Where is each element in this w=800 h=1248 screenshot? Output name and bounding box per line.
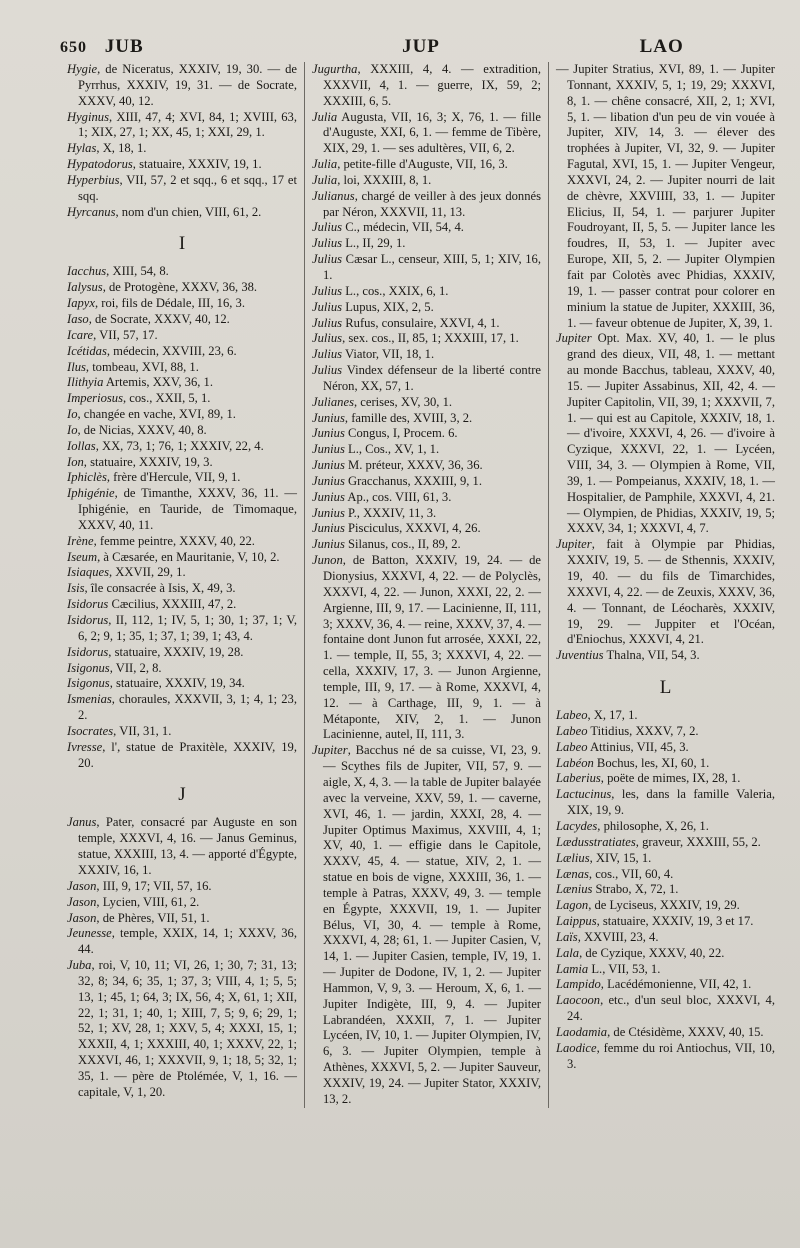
entry-references: Gracchanus, XXXIII, 9, 1. bbox=[344, 473, 482, 488]
entry-references: , roi, fils de Dédale, III, 16, 3. bbox=[94, 296, 245, 311]
entry-headword: Lala bbox=[556, 945, 580, 960]
entry-references: , de Protogène, XXXV, 36, 38. bbox=[102, 280, 258, 295]
index-entry bbox=[67, 110, 297, 142]
entry-references: C., médecin, VII, 54, 4. bbox=[342, 220, 464, 235]
entry-references: Strabo, X, 72, 1. bbox=[592, 882, 679, 897]
entry-headword: Julius bbox=[312, 283, 343, 298]
entry-references: , choraules, XXXVII, 3, 1; 4, 1; 23, 2. bbox=[78, 692, 297, 723]
index-entry bbox=[312, 490, 541, 506]
entry-headword: Iphigénie bbox=[67, 486, 115, 501]
entry-headword: Junius bbox=[312, 410, 345, 425]
index-entry bbox=[312, 363, 541, 395]
header-left-keyword: JUB bbox=[104, 36, 144, 57]
entry-references: Viator, VII, 18, 1. bbox=[342, 347, 435, 362]
entry-headword: Isis bbox=[67, 581, 85, 596]
entry-references: Attinius, VII, 45, 3. bbox=[587, 739, 689, 754]
entry-references: , de Cyzique, XXXV, 40, 22. bbox=[579, 945, 725, 960]
entry-headword: Julius bbox=[312, 252, 343, 267]
index-entry bbox=[312, 236, 541, 252]
entry-references: , sex. cos., II, 85, 1; XXXIII, 17, 1. bbox=[342, 331, 519, 346]
index-entry bbox=[556, 867, 775, 883]
entry-references: , tombeau, XVI, 88, 1. bbox=[85, 359, 199, 374]
entry-headword: Lagon bbox=[556, 898, 589, 913]
index-entry bbox=[67, 173, 297, 205]
index-entry bbox=[67, 565, 297, 581]
entry-references: , de Batton, XXXIV, 19, 24. — de Dionysius, XXXVI, 4, 22. — de Polyclès, XXXVI, 4, 22. — Junon, XXXI, 22, 2. — Argienne, III, 9, 17. — Lacinienne, II, 111, 3; XXXV, 36, 4. — reine, XXXV, 37, 4. — fontaine dont Junon fut arrosée, XXXI, 22, 1. — temple, II, 55, 3; XXXVI, 4, 22. — cella, XXXIV, 17, 3. — Junon Argienne, temple, III, 9, 17. — à Rome, XXXVI, 4, 12. — à Carthage, III, 9, 1. — à Métaponte, XIV, 2, 1. — Junon Lacinienne, autel, II, 111, 3. bbox=[323, 553, 541, 742]
entry-references: — Jupiter Stratius, XVI, 89, 1. — Jupiter Tonnant, XXXIV, 5, 1; 19, 29; XXXVI, 8, 1. — chêne consacré, XII, 2, 1; XVI, 5, 1. — libation d'un peu de vin vouée à Jupiter, XIV, 14, 3. — élever des trophées à Jupiter, VI, 32, 9. — Jupiter Fagutal, XVI, 15, 1. — Jupiter Vengeur, XXXVI, 24, 2. — Jupiter nourri de lait de chèvre, XXVIIII, 33, 1. — Jupiter Elicius, II, 54, 1. — parjurer Jupiter Foudroyant, II, 5, 5. — Jupiter lance les foudres, II, 53, 1. — Jupiter avec Europe, XII, 5, 2. — Jupiter Olympien fait par Colotès avec Phidias, XXXIV, 19, 1. — passer contrat pour colorer en minium la statue de Jupiter, XXXIII, 36, 1. — faveur obtenue de Jupiter, X, 39, 1. bbox=[556, 62, 775, 330]
index-entry bbox=[67, 280, 297, 296]
entry-headword: Lædusstratiates bbox=[556, 834, 636, 849]
entry-headword: Jupiter bbox=[312, 743, 348, 758]
entry-references: Artemis, XXV, 36, 1. bbox=[103, 375, 213, 390]
index-entry bbox=[556, 819, 775, 835]
entry-references: , Bacchus né de sa cuisse, VI, 23, 9. — Scythes fils de Jupiter, VII, 57, 9. — aigle, X, 4, 3. — la table de Jupiter balayée avec la verveine, XXV, 59, 1. — caverne, XVI, 46, 1. — jardin, XXXI, 28, 4. — Jupiter Optimus Maximus, XXVIII, 4, 1; XV, 40, 1. — effigie dans le Capitole, XXXV, 45, 4. — statue, XIV, 2, 1. — statue en bois de vigne, XXXIII, 36, 1. — temple à Patras, XXXV, 49, 3. — temple en Égypte, XXXVII, 19, 1. — Jupiter Bélus, VI, 30, 4. — temple à Rome, XXXVI, 4, 28; 61, 1. — Jupiter Casien, V, 14, 1. — Jupiter Casien, temple, IV, 19, 1. — Jupiter de Dodone, IV, 1, 2. — Jupiter Hammon, V, 9, 3. — Heroum, X, 6, 1. — Jupiter Indigète, III, 9, 4. — Jupiter Labrandéen, XXXII, 7, 1. — Jupiter Lycéen, IV, 10, 1. — Jupiter Olympien, IV, 6, 3. — Jupiter Olympien, temple à Athènes, XXXVI, 5, 2. — Jupiter Sauveur, XXXIV, 19, 24. — Jupiter Stator, XXXIV, 13, 2. bbox=[323, 743, 541, 1106]
entry-headword: Julia bbox=[312, 172, 338, 187]
index-entry bbox=[67, 911, 297, 927]
entry-references: , II, 112, 1; IV, 5, 1; 30, 1; 37, 1; V, 6, 2; 9, 1; 35, 1; 37, 1; 39, 1; 43, 4. bbox=[78, 613, 297, 643]
entry-headword: Ismenias bbox=[67, 692, 112, 707]
index-entry bbox=[67, 486, 297, 534]
index-entry bbox=[312, 395, 541, 411]
entry-headword: Jeunesse bbox=[67, 926, 112, 941]
entry-references: , Lacédémonienne, VII, 42, 1. bbox=[600, 977, 752, 992]
entry-references: , statuaire, XXXIV, 19, 3. bbox=[83, 454, 213, 469]
index-entry bbox=[312, 458, 541, 474]
entry-references: , philosophe, X, 26, 1. bbox=[597, 818, 709, 833]
entry-headword: Hyperbius bbox=[67, 172, 120, 187]
entry-references: , VII, 57, 2 et sqq., 6 et sqq., 17 et sqq. bbox=[78, 172, 297, 203]
entry-references: , Lycien, VIII, 61, 2. bbox=[96, 894, 200, 909]
entry-headword: Ialysus bbox=[67, 280, 103, 295]
entry-references: , XIII, 54, 8. bbox=[106, 264, 169, 279]
index-column-2 bbox=[304, 62, 548, 1108]
index-entry bbox=[312, 521, 541, 537]
entry-headword: Juventius bbox=[556, 648, 604, 663]
entry-headword: Isidorus bbox=[67, 597, 109, 612]
index-entry bbox=[312, 173, 541, 189]
entry-references: , de Ctésidème, XXXV, 40, 15. bbox=[607, 1024, 764, 1039]
entry-references: Opt. Max. XV, 40, 1. — le plus grand des dieux, VII, 48, 1. — mettant au monde Bacchus, tableau, XXXV, 40, 15. — Jupiter Assabinus, XII, 42, 4. — Jupiter Capitolin, VII, 39, 1; XXXVII, 7, 1. — qui est au Capitole, XXXIV, 18, 1. — d'ivoire, XXXVI, 4, 26. — d'ivoire à Cyzique, XXXVI, 22, 1. — Lycéen, VIII, 34, 3. — Olympien à Rome, VII, 39, 1. — Pompeianus, XXXIV, 18, 1. — Hospitalier, de Pamphile, XXXVI, 4, 21. — Olympien, de Phidias, XXXIV, 19, 5; XXXV, 34, 1; XXXVI, 4, 7. bbox=[567, 331, 775, 536]
entry-references: Vindex défenseur de la liberté contre Néron, XX, 57, 1. bbox=[323, 363, 541, 393]
entry-references: , de Niceratus, XXXIV, 19, 30. — de Pyrrhus, XXXIV, 19, 31. — de Socrate, XXXV, 40, 12. bbox=[78, 62, 297, 108]
index-entry bbox=[312, 252, 541, 284]
index-entry bbox=[312, 157, 541, 173]
entry-headword: Julianus bbox=[312, 188, 355, 203]
entry-headword: Junius bbox=[312, 458, 345, 473]
header-center-keyword: JUP bbox=[402, 36, 440, 57]
index-entry bbox=[67, 815, 297, 878]
entry-references: Rufus, consulaire, XXVI, 4, 1. bbox=[342, 315, 500, 330]
entry-references: , VII, 2, 8. bbox=[109, 660, 162, 675]
entry-headword: Laberius bbox=[556, 771, 601, 786]
entry-headword: Iseum bbox=[67, 549, 98, 564]
entry-headword: Ion bbox=[67, 454, 84, 469]
entry-headword: Hyrcanus bbox=[67, 204, 116, 219]
index-entry bbox=[312, 284, 541, 300]
index-entry bbox=[67, 344, 297, 360]
entry-references: , nom d'un chien, VIII, 61, 2. bbox=[115, 204, 262, 219]
index-entry bbox=[312, 316, 541, 332]
index-entry bbox=[556, 648, 775, 664]
entry-references: Ap., cos. VIII, 61, 3. bbox=[344, 489, 452, 504]
entry-headword: Julius bbox=[312, 299, 343, 314]
index-entry bbox=[556, 914, 775, 930]
entry-references: Titidius, XXXV, 7, 2. bbox=[587, 723, 699, 738]
entry-references: , famille des, XVIII, 3, 2. bbox=[344, 410, 473, 425]
entry-references: , de Timanthe, XXXV, 36, 11. — Iphigénie, en Tauride, de Timomaque, XXXV, 40, 11. bbox=[78, 486, 297, 532]
entry-headword: Hylas bbox=[67, 141, 97, 156]
entry-headword: Jugurtha bbox=[312, 62, 358, 76]
entry-references: , de Phères, VII, 51, 1. bbox=[96, 910, 210, 925]
entry-references: , de Nicias, XXXV, 40, 8. bbox=[77, 422, 207, 437]
index-entry bbox=[67, 360, 297, 376]
entry-references: Congus, I, Procem. 6. bbox=[344, 426, 458, 441]
index-entry bbox=[556, 787, 775, 819]
entry-headword: Iphiclès bbox=[67, 470, 107, 485]
index-entry bbox=[556, 708, 775, 724]
index-entry bbox=[556, 771, 775, 787]
index-entry bbox=[67, 296, 297, 312]
entry-headword: Laïs bbox=[556, 929, 578, 944]
running-header bbox=[60, 32, 782, 58]
entry-references: , fait à Olympie par Phidias, XXXIV, 19, 5. — de Sthennis, XXXIV, 19, 40. — du fils de Timarchides, XXXVI, 4, 22. — de Zeuxis, XXXV, 36, 4. — Tonnant, de Léocharès, XXXIV, 19, 29. — Juppiter et l'Océan, d'Eniochus, XXXVI, 4, 21. bbox=[567, 537, 775, 647]
entry-headword: Julius bbox=[312, 331, 343, 346]
entry-headword: Julius bbox=[312, 220, 343, 235]
entry-references: , graveur, XXXIII, 55, 2. bbox=[635, 834, 761, 849]
entry-references: , cos., VII, 60, 4. bbox=[588, 866, 674, 881]
index-entry bbox=[67, 581, 297, 597]
entry-references: L., VII, 53, 1. bbox=[588, 961, 661, 976]
index-entry bbox=[556, 851, 775, 867]
index-entry bbox=[67, 391, 297, 407]
entry-headword: Jupiter bbox=[556, 331, 592, 346]
entry-headword: Labeo bbox=[556, 739, 588, 754]
entry-references: Cæsar L., censeur, XIII, 5, 1; XIV, 16, 1. bbox=[323, 252, 541, 282]
entry-headword: Lampido bbox=[556, 977, 601, 992]
entry-headword: Junius bbox=[312, 505, 345, 520]
entry-headword: Lactucinus bbox=[556, 787, 612, 802]
entry-headword: Hygie bbox=[67, 62, 98, 76]
index-entry bbox=[67, 958, 297, 1101]
index-entry bbox=[67, 455, 297, 471]
index-entry bbox=[312, 347, 541, 363]
index-columns bbox=[60, 62, 782, 1108]
entry-headword: Imperiosus bbox=[67, 391, 123, 406]
entry-references: L., II, 29, 1. bbox=[342, 236, 406, 251]
entry-references: , poëte de mimes, IX, 28, 1. bbox=[600, 771, 741, 786]
entry-headword: Junius bbox=[312, 473, 345, 488]
entry-headword: Julianes bbox=[312, 394, 354, 409]
entry-headword: Jason bbox=[67, 910, 97, 925]
index-entry bbox=[312, 474, 541, 490]
index-entry bbox=[67, 470, 297, 486]
index-entry bbox=[556, 62, 775, 331]
index-entry bbox=[556, 930, 775, 946]
index-entry bbox=[312, 411, 541, 427]
index-entry bbox=[67, 613, 297, 645]
section-letter: L bbox=[659, 677, 672, 699]
index-entry bbox=[556, 993, 775, 1025]
entry-headword: Ilus bbox=[67, 359, 86, 374]
index-entry bbox=[312, 220, 541, 236]
index-entry bbox=[67, 439, 297, 455]
index-entry bbox=[67, 141, 297, 157]
entry-references: , de Lyciseus, XXXIV, 19, 29. bbox=[588, 898, 740, 913]
entry-references: P., XXXIV, 11, 3. bbox=[344, 505, 437, 520]
entry-headword: Lacydes bbox=[556, 818, 598, 833]
entry-references: , XIII, 47, 4; XVI, 84, 1; XVIII, 63, 1; XIX, 27, 1; XX, 45, 1; XXI, 29, 1. bbox=[78, 109, 297, 140]
index-entry bbox=[67, 157, 297, 173]
entry-headword: Janus bbox=[67, 815, 97, 830]
index-entry bbox=[67, 661, 297, 677]
index-entry bbox=[556, 898, 775, 914]
index-entry bbox=[67, 423, 297, 439]
section-letter: I bbox=[178, 233, 186, 255]
entry-headword: Julia bbox=[312, 109, 338, 124]
index-entry bbox=[556, 724, 775, 740]
index-entry bbox=[556, 1041, 775, 1073]
entry-headword: Ivresse bbox=[67, 739, 103, 754]
entry-headword: Ilithyia bbox=[67, 375, 104, 390]
entry-references: M. préteur, XXXV, 36, 36. bbox=[344, 458, 483, 473]
entry-headword: Julius bbox=[312, 347, 343, 362]
entry-headword: Junius bbox=[312, 442, 345, 457]
index-entry bbox=[556, 756, 775, 772]
index-entry bbox=[67, 407, 297, 423]
entry-headword: Hyginus bbox=[67, 109, 109, 124]
index-entry bbox=[67, 724, 297, 740]
entry-references: Lupus, XIX, 2, 5. bbox=[342, 299, 434, 314]
entry-references: , XX, 73, 1; 76, 1; XXXIV, 22, 4. bbox=[95, 438, 264, 453]
entry-references: , statuaire, XXXIV, 19, 34. bbox=[109, 676, 245, 691]
entry-references: , X, 18, 1. bbox=[96, 141, 147, 156]
index-entry bbox=[556, 331, 775, 537]
entry-headword: Laippus bbox=[556, 914, 597, 929]
entry-references: , statuaire, XXXIV, 19, 28. bbox=[108, 644, 244, 659]
entry-headword: Junius bbox=[312, 521, 345, 536]
index-entry bbox=[67, 692, 297, 724]
entry-references: , XIV, 15, 1. bbox=[589, 850, 652, 865]
entry-references: , médecin, XXVIII, 23, 6. bbox=[106, 343, 237, 358]
index-entry bbox=[312, 426, 541, 442]
entry-references: , roi, V, 10, 11; VI, 26, 1; 30, 7; 31, 13; 32, 8; 34, 6; 35, 1; 37, 3; VIII, 4, 1; 5, 5; 13, 1; 45, 1; 64, 3; IX, 56, 4; X, 61, 1; XII, 22, 1; 31, 1; 40, 1; XIII, 7, 5; 9, 6; 29, 1; 52, 1; XV, 28, 1; XXV, 5, 4; XXXI, 15, 1; XXXII, 4, 1; XXXIII, 40, 1; XXXV, 22, 1; XXXVI, 46, 1; XXXVII, 9, 1; 18, 5; 32, 1; 35, 1. — père de Ptolémée, V, 1, 16. — capitale, V, 1, 20. bbox=[78, 958, 297, 1099]
entry-references: , temple, XXIX, 14, 1; XXXV, 36, 44. bbox=[78, 926, 297, 957]
entry-headword: Lælius bbox=[556, 850, 590, 865]
entry-references: , changée en vache, XVI, 89, 1. bbox=[77, 407, 236, 422]
entry-headword: Julia bbox=[312, 157, 338, 172]
entry-headword: Junius bbox=[312, 537, 345, 552]
index-entry bbox=[67, 328, 297, 344]
entry-references: , à Cæsarée, en Mauritanie, V, 10, 2. bbox=[97, 549, 280, 564]
index-entry bbox=[556, 977, 775, 993]
entry-references: , frère d'Hercule, VII, 9, 1. bbox=[106, 470, 241, 485]
index-entry bbox=[556, 962, 775, 978]
entry-headword: Lænius bbox=[556, 882, 593, 897]
entry-headword: Isidorus bbox=[67, 613, 109, 627]
index-entry bbox=[556, 1025, 775, 1041]
entry-headword: Icétidas bbox=[67, 343, 107, 358]
entry-headword: Iaso bbox=[67, 311, 89, 326]
entry-headword: Julius bbox=[312, 236, 343, 251]
entry-references: , statuaire, XXXIV, 19, 1. bbox=[132, 157, 262, 172]
entry-headword: Io bbox=[67, 407, 78, 422]
entry-references: Pisciculus, XXXVI, 4, 26. bbox=[344, 521, 481, 536]
entry-headword: Labéon bbox=[556, 755, 594, 770]
entry-references: , femme du roi Antiochus, VII, 10, 3. bbox=[567, 1040, 775, 1071]
entry-references: , femme peintre, XXXV, 40, 22. bbox=[93, 533, 255, 548]
entry-headword: Isocrates bbox=[67, 723, 114, 738]
entry-references: , l', statue de Praxitèle, XXXIV, 19, 20. bbox=[78, 739, 297, 770]
entry-headword: Irène bbox=[67, 533, 94, 548]
entry-headword: Isiaques bbox=[67, 565, 109, 580]
index-entry bbox=[312, 537, 541, 553]
entry-headword: Junius bbox=[312, 489, 345, 504]
index-entry bbox=[556, 740, 775, 756]
entry-headword: Julius bbox=[312, 315, 343, 330]
entry-headword: Lænas bbox=[556, 866, 589, 881]
index-entry bbox=[312, 62, 541, 110]
entry-references: Bochus, les, XI, 60, 1. bbox=[593, 755, 710, 770]
entry-headword: Labeo bbox=[556, 708, 588, 723]
entry-headword: Jupiter bbox=[556, 537, 592, 552]
index-entry bbox=[556, 946, 775, 962]
entry-headword: Isidorus bbox=[67, 644, 109, 659]
index-entry bbox=[67, 205, 297, 221]
entry-references: , loi, XXXIII, 8, 1. bbox=[337, 172, 432, 187]
index-entry bbox=[312, 743, 541, 1107]
index-entry bbox=[67, 62, 297, 110]
entry-references: , etc., d'un seul bloc, XXXVI, 4, 24. bbox=[567, 993, 775, 1024]
section-letter: J bbox=[178, 784, 186, 806]
entry-headword: Junon bbox=[312, 553, 343, 568]
index-entry bbox=[67, 895, 297, 911]
entry-references: L., cos., XXIX, 6, 1. bbox=[342, 283, 449, 298]
page-number: 650 bbox=[60, 39, 87, 56]
entry-headword: Laocoon bbox=[556, 993, 601, 1008]
index-entry bbox=[67, 264, 297, 280]
entry-headword: Julius bbox=[312, 363, 343, 378]
entry-references: , les, dans la famille Valeria, XIX, 19, 9. bbox=[567, 787, 775, 818]
entry-headword: Laodamia bbox=[556, 1024, 608, 1039]
index-entry bbox=[67, 597, 297, 613]
entry-headword: Isigonus bbox=[67, 676, 110, 691]
header-right-keyword: LAO bbox=[639, 36, 684, 57]
index-entry bbox=[312, 189, 541, 221]
entry-references: , cerises, XV, 30, 1. bbox=[353, 394, 453, 409]
entry-references: , XXXIII, 4, 4. — extradition, XXXVII, 4, 1. — guerre, IX, 59, 2; XXXIII, 6, 5. bbox=[323, 62, 541, 108]
entry-references: , XXVIII, 23, 4. bbox=[577, 929, 659, 944]
entry-references: L., Cos., XV, 1, 1. bbox=[344, 442, 440, 457]
entry-references: Cæcilius, XXXIII, 47, 2. bbox=[108, 597, 237, 612]
entry-references: , XXVII, 29, 1. bbox=[108, 565, 186, 580]
entry-references: Augusta, VII, 16, 3; X, 76, 1. — fille d'Auguste, XXI, 6, 1. — femme de Tibère, XIX, 29, 1. — ses adultères, VII, 6, 2. bbox=[323, 109, 541, 156]
index-entry bbox=[312, 300, 541, 316]
index-entry bbox=[67, 676, 297, 692]
entry-headword: Iacchus bbox=[67, 264, 107, 279]
entry-references: , de Socrate, XXXV, 40, 12. bbox=[88, 311, 230, 326]
index-entry bbox=[67, 740, 297, 772]
entry-references: , île consacrée à Isis, X, 49, 3. bbox=[84, 581, 236, 596]
entry-references: , VII, 31, 1. bbox=[113, 723, 172, 738]
index-entry bbox=[556, 835, 775, 851]
entry-references: Thalna, VII, 54, 3. bbox=[603, 648, 700, 663]
entry-references: , III, 9, 17; VII, 57, 16. bbox=[96, 878, 212, 893]
index-entry bbox=[312, 442, 541, 458]
index-column-1 bbox=[60, 62, 304, 1108]
entry-headword: Iapyx bbox=[67, 296, 95, 311]
index-entry bbox=[312, 506, 541, 522]
entry-references: , VII, 57, 17. bbox=[93, 327, 158, 342]
entry-headword: Iollas bbox=[67, 438, 96, 453]
entry-headword: Jason bbox=[67, 878, 97, 893]
entry-headword: Jason bbox=[67, 894, 97, 909]
index-entry bbox=[312, 110, 541, 158]
index-entry bbox=[67, 879, 297, 895]
entry-headword: Juba bbox=[67, 958, 92, 973]
index-column-3 bbox=[548, 62, 782, 1108]
index-entry bbox=[312, 553, 541, 743]
index-entry bbox=[67, 312, 297, 328]
entry-headword: Isigonus bbox=[67, 660, 110, 675]
entry-headword: Labeo bbox=[556, 723, 588, 738]
entry-references: , X, 17, 1. bbox=[587, 708, 638, 723]
entry-headword: Junius bbox=[312, 426, 345, 441]
entry-references: , cos., XXII, 5, 1. bbox=[122, 391, 211, 406]
entry-headword: Laodice bbox=[556, 1040, 597, 1055]
entry-headword: Io bbox=[67, 422, 78, 437]
entry-headword: Hypatodorus bbox=[67, 157, 133, 172]
index-entry bbox=[67, 534, 297, 550]
index-entry bbox=[67, 550, 297, 566]
entry-references: , petite-fille d'Auguste, VII, 16, 3. bbox=[337, 157, 508, 172]
entry-headword: Icare bbox=[67, 327, 94, 342]
entry-headword: Lamia bbox=[556, 961, 589, 976]
index-entry bbox=[312, 331, 541, 347]
index-entry bbox=[556, 882, 775, 898]
index-entry bbox=[556, 537, 775, 648]
entry-references: , statuaire, XXXIV, 19, 3 et 17. bbox=[596, 914, 754, 929]
index-entry bbox=[67, 926, 297, 958]
index-entry bbox=[67, 645, 297, 661]
entry-references: , Pater, consacré par Auguste en son temple, XXXVI, 4, 16. — Janus Geminus, statue, XXXIII, 13, 4. — apporté d'Égypte, XXXIV, 16, 1. bbox=[78, 815, 297, 877]
entry-references: Silanus, cos., II, 89, 2. bbox=[344, 537, 461, 552]
index-entry bbox=[67, 375, 297, 391]
entry-references: , chargé de veiller à des jeux donnés par Néron, XXXVII, 11, 13. bbox=[323, 188, 541, 219]
